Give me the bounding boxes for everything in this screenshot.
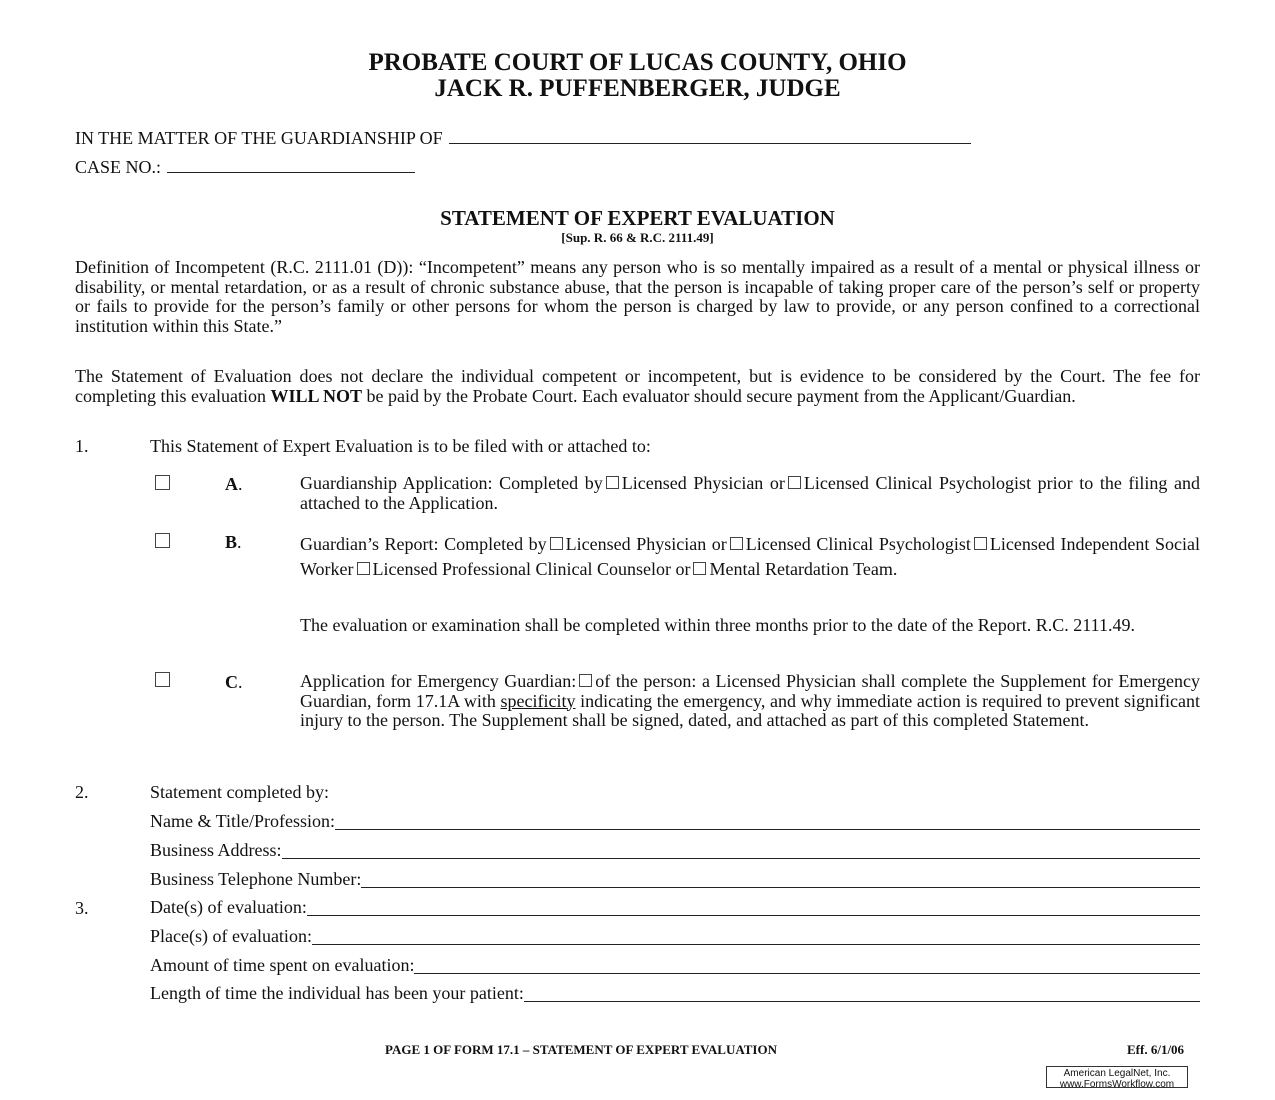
item-b-letter: B. <box>225 532 242 552</box>
item-a-text-1: Guardianship Application: Completed by <box>300 473 603 493</box>
item-a-text-2: Licensed Physician or <box>621 473 785 493</box>
item-a-psychologist-checkbox[interactable] <box>788 476 801 489</box>
item-a-text <box>300 474 1200 513</box>
item-b-team-checkbox[interactable] <box>693 562 706 575</box>
item-b-text <box>300 532 1200 582</box>
business-address-line[interactable] <box>282 858 1200 859</box>
item-b-physician-checkbox[interactable] <box>550 537 563 550</box>
patient-duration-line[interactable] <box>524 1001 1200 1002</box>
item-c-letter: C. <box>225 672 243 692</box>
evaluation-time-label: Amount of time spent on evaluation: <box>150 955 415 975</box>
item-a-letter: A. <box>225 474 243 494</box>
item-c-specificity: specificity <box>500 690 576 711</box>
evaluation-dates-line[interactable] <box>307 915 1200 916</box>
item-b-text-6: Mental Retardation Team. <box>709 559 898 579</box>
notice-text-1: The Statement of Evaluation does not declare the individual competent or incompetent, but is evidence to be considered by the Court. The fee for completing this evaluation <box>75 366 1200 406</box>
item-a-physician-checkbox[interactable] <box>606 476 619 489</box>
item-c-text-1: Application for Emergency Guardian: <box>300 671 577 691</box>
form-title: STATEMENT OF EXPERT EVALUATION <box>440 206 835 230</box>
name-title-label: Name & Title/Profession: <box>150 811 336 831</box>
item-a-text-3: Licensed Clinical Psychologist prior to the filing and attached to the Application. <box>300 473 1200 513</box>
business-address-field[interactable] <box>150 839 1200 861</box>
matter-label: IN THE MATTER OF THE GUARDIANSHIP OF <box>75 128 443 148</box>
evaluation-dates-label: Date(s) of evaluation: <box>150 897 307 917</box>
definition-paragraph: Definition of Incompetent (R.C. 2111.01 (D)): “Incompetent” means any person who is so mentally impaired as a result of a mental or physical illness or disability, or mental retardation, or as a result of chronic substance abuse, that the person is incapable of taking proper care of the person’s self or property or fails to provide for the person’s family or other persons for whom the person is charged by law to provide, or any person confined to a correctional institution within this State.” <box>75 257 1200 336</box>
section-1-text: This Statement of Expert Evaluation is to be filed with or attached to: <box>150 436 651 456</box>
patient-duration-label: Length of time the individual has been your patient: <box>150 983 524 1003</box>
section-2-number: 2. <box>75 782 89 802</box>
name-title-line[interactable] <box>335 829 1200 830</box>
section-1-number: 1. <box>75 436 89 456</box>
item-a-checkbox[interactable] <box>155 475 170 490</box>
case-number-field[interactable] <box>167 158 415 173</box>
evaluation-dates-field[interactable] <box>150 896 1200 918</box>
section-3-number: 3. <box>75 898 89 918</box>
patient-duration-field[interactable] <box>150 982 1200 1004</box>
item-b-checkbox[interactable] <box>155 533 170 548</box>
evaluation-places-label: Place(s) of evaluation: <box>150 926 312 946</box>
item-c-text <box>300 672 1200 731</box>
item-c-checkbox[interactable] <box>155 672 170 687</box>
matter-name-field[interactable] <box>449 129 971 144</box>
logo-line-2: www.FormsWorkflow.com <box>1059 1079 1175 1090</box>
item-c-text-3: indicating the emergency, and why immediate action is required to prevent significant injury to the person. The Supplement shall be signed, dated, and attached as part of this completed Statement. <box>300 690 1200 730</box>
notice-paragraph <box>75 367 1200 406</box>
notice-bold: WILL NOT <box>270 385 362 406</box>
case-line <box>75 157 415 178</box>
business-address-label: Business Address: <box>150 840 282 860</box>
evaluation-time-line[interactable] <box>414 973 1200 974</box>
section-2-text: Statement completed by: <box>150 782 329 802</box>
judge-name: JACK R. PUFFENBERGER, JUDGE <box>434 75 841 102</box>
item-b-note: The evaluation or examination shall be completed within three months prior to the date of the Report. R.C. 2111.49. <box>300 615 1135 635</box>
item-b-text-3: Licensed Clinical Psychologist <box>745 534 971 554</box>
page-footer: PAGE 1 OF FORM 17.1 – STATEMENT OF EXPERT EVALUATION <box>385 1042 777 1057</box>
evaluation-places-line[interactable] <box>312 944 1200 945</box>
matter-line <box>75 128 971 149</box>
logo-line-1: American LegalNet, Inc. <box>1063 1068 1171 1079</box>
item-b-text-5: Licensed Professional Clinical Counselor or <box>372 559 691 579</box>
business-phone-line[interactable] <box>361 887 1200 888</box>
case-label: CASE NO.: <box>75 157 162 177</box>
item-b-psychologist-checkbox[interactable] <box>730 537 743 550</box>
item-c-person-checkbox[interactable] <box>579 674 592 687</box>
item-c-text-2: of the person: a Licensed Physician shall complete the Supplement for Emergency Guardian, form 17.1A with <box>300 671 1201 711</box>
court-name: PROBATE COURT OF LUCAS COUNTY, OHIO <box>368 49 907 76</box>
evaluation-places-field[interactable] <box>150 925 1200 947</box>
publisher-logo <box>1046 1066 1188 1088</box>
item-b-text-2: Licensed Physician or <box>565 534 727 554</box>
business-phone-label: Business Telephone Number: <box>150 869 362 889</box>
item-b-text-4: Licensed Independent Social Worker <box>300 534 1200 579</box>
notice-text-2: be paid by the Probate Court. Each evaluator should secure payment from the Applicant/Guardian. <box>366 385 1076 406</box>
effective-date: Eff. 6/1/06 <box>1127 1042 1185 1057</box>
item-b-text-1: Guardian’s Report: Completed by <box>300 534 547 554</box>
item-b-counselor-checkbox[interactable] <box>357 562 370 575</box>
evaluation-time-field[interactable] <box>150 954 1200 976</box>
business-phone-field[interactable] <box>150 868 1200 890</box>
item-b-social-worker-checkbox[interactable] <box>974 537 987 550</box>
name-title-field[interactable] <box>150 810 1200 832</box>
form-subtitle: [Sup. R. 66 & R.C. 2111.49] <box>561 230 714 245</box>
